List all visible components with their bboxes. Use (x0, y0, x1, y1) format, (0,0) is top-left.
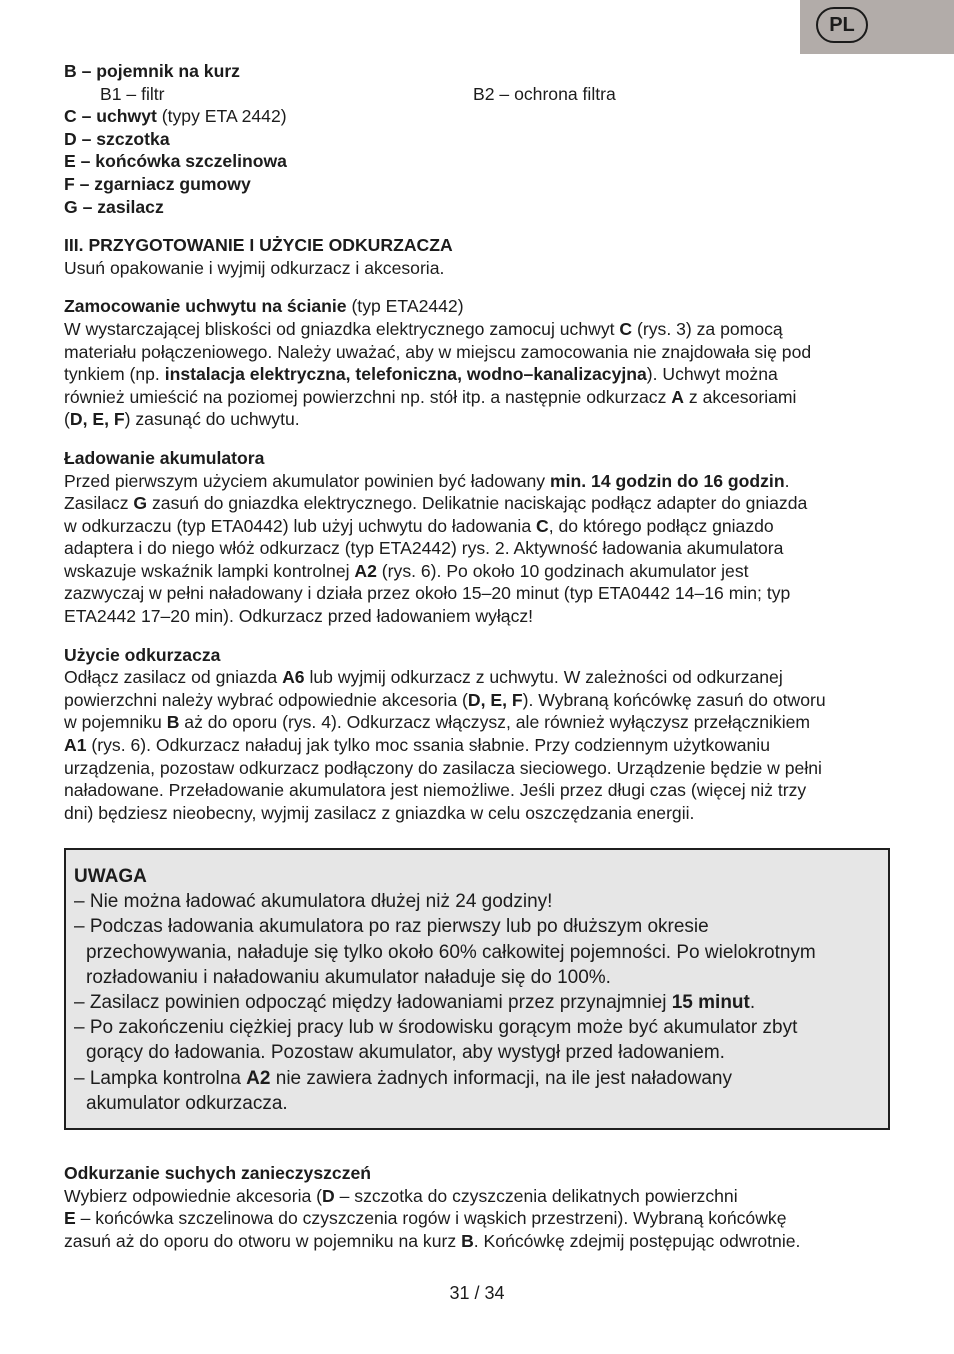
section-heading: III. PRZYGOTOWANIE I UŻYCIE ODKURZACZA (64, 235, 453, 256)
part-c: C – uchwyt (typy ETA 2442) (64, 106, 287, 127)
dry-cleaning-section (64, 1162, 894, 1252)
part-g: G – zasilacz (64, 196, 164, 217)
charging-text: ETA2442 17–20 min). Odkurzacz przed ładowaniem wyłącz! (64, 606, 534, 627)
warning-item: – Po zakończeniu ciężkiej pracy lub w środowisku gorącym może być akumulator zbyt (74, 1017, 798, 1039)
usage-text: A1 (rys. 6). Odkurzacz naładuj jak tylko moc ssania słabnie. Przy codziennym użytkowaniu (64, 735, 771, 756)
dry-cleaning-text: zasuń aż do oporu do otworu w pojemniku na kurz B. Końcówkę zdejmij postępując odwrotnie. (64, 1230, 801, 1251)
wall-mount-text: materiału połączeniowego. Należy uważać, aby w miejscu zamocowania nie znajdowała się pod (64, 341, 812, 362)
wall-mount-text: (D, E, F) zasunąć do uchwytu. (64, 409, 300, 430)
warning-item: – Nie można ładować akumulatora dłużej niż 24 godziny! (74, 891, 553, 913)
usage-text: naładowane. Przeładowanie akumulatora jest niemożliwe. Jeśli przez długi czas (więcej niż trzy (64, 780, 807, 801)
part-b: B – pojemnik na kurz (64, 61, 240, 81)
part-d: D – szczotka (64, 128, 170, 149)
warning-item-cont: rozładowaniu i naładowaniu akumulator naładuje się do 100%. (86, 966, 611, 988)
warning-title: UWAGA (74, 866, 147, 887)
warning-item-cont: gorący do ładowania. Pozostaw akumulator, aby wystygł przed ładowaniem. (86, 1042, 725, 1064)
charging-text: zazwyczaj w pełni naładowany i działa przez około 15–20 minut (typ ETA0442 14–16 min; typ (64, 583, 791, 604)
dry-cleaning-text: Wybierz odpowiednie akcesoria (D – szczotka do czyszczenia delikatnych powierzchni (64, 1185, 738, 1206)
charging-text: Przed pierwszym użyciem akumulator powinien być ładowany min. 14 godzin do 16 godzin. (64, 470, 790, 491)
charging-text: adaptera i do niego włóż odkurzacz (typ ETA2442) rys. 2. Aktywność ładowania akumulatora (64, 538, 784, 559)
wall-mount-heading: Zamocowanie uchwytu na ścianie (typ ETA2442) (64, 296, 464, 317)
charging-text: wskazuje wskaźnik lampki kontrolnej A2 (rys. 6). Po około 10 godzinach akumulator jest (64, 560, 749, 581)
language-tab (800, 0, 954, 54)
dry-cleaning-heading: Odkurzanie suchych zanieczyszczeń (64, 1163, 372, 1183)
part-e: E – końcówka szczelinowa (64, 151, 287, 172)
charging-text: w odkurzaczu (typ ETA0442) lub użyj uchwytu do ładowania C, do którego podłącz gniazdo (64, 515, 774, 536)
part-b-subitems (64, 83, 894, 106)
main-content (64, 60, 894, 824)
page-number: 31 / 34 (449, 1283, 505, 1303)
warning-item: – Lampka kontrolna A2 nie zawiera żadnych informacji, na ile jest naładowany (74, 1067, 732, 1089)
wall-mount-text: W wystarczającej bliskości od gniazdka elektrycznego zamocuj uchwyt C (rys. 3) za pomocą (64, 318, 783, 339)
warning-item: – Zasilacz powinien odpocząć między ładowaniami przez przynajmniej 15 minut. (74, 992, 756, 1014)
warning-item-cont: akumulator odkurzacza. (86, 1092, 288, 1114)
wall-mount-text: tynkiem (np. instalacja elektryczna, telefoniczna, wodno–kanalizacyjna). Uchwyt można (64, 364, 778, 385)
dry-cleaning-text: E – końcówka szczelinowa do czyszczenia rogów i wąskich przestrzeni). Wybraną końcówkę (64, 1208, 787, 1229)
usage-text: dni) będziesz nieobecny, wyjmij zasilacz z gniazdka w celu oszczędzania energii. (64, 802, 695, 823)
usage-text: powierzchni należy wybrać odpowiednie akcesoria (D, E, F). Wybraną końcówkę zasuń do otworu (64, 689, 826, 710)
usage-text: urządzenia, pozostaw odkurzacz podłączony do zasilacza sieciowego. Urządzenie będzie w pełni (64, 757, 822, 778)
charging-text: Zasilacz G zasuń do gniazdka elektrycznego. Delikatnie naciskając podłącz adapter do gniazda (64, 493, 808, 514)
part-b1: B1 – filtr (100, 83, 165, 104)
language-badge: PL (816, 7, 868, 43)
warning-item-cont: przechowywania, naładuje się tylko około 60% całkowitej pojemności. Po wielokrotnym (86, 941, 816, 963)
warning-item: – Podczas ładowania akumulatora po raz pierwszy lub po dłuższym okresie (74, 916, 709, 938)
warning-box (64, 848, 890, 1130)
part-f: F – zgarniacz gumowy (64, 173, 251, 194)
section-intro: Usuń opakowanie i wyjmij odkurzacz i akcesoria. (64, 257, 445, 278)
charging-heading: Ładowanie akumulatora (64, 447, 265, 468)
wall-mount-text: również umieścić na poziomej powierzchni np. stół itp. a następnie odkurzacz A z akcesoriami (64, 386, 797, 407)
usage-heading: Użycie odkurzacza (64, 644, 221, 665)
usage-text: Odłącz zasilacz od gniazda A6 lub wyjmij odkurzacz z uchwytu. W zależności od odkurzanej (64, 667, 783, 688)
usage-text: w pojemniku B aż do oporu (rys. 4). Odkurzacz włączysz, ale również wyłączysz przełącznikiem (64, 712, 811, 733)
part-b2: B2 – ochrona filtra (473, 83, 616, 104)
